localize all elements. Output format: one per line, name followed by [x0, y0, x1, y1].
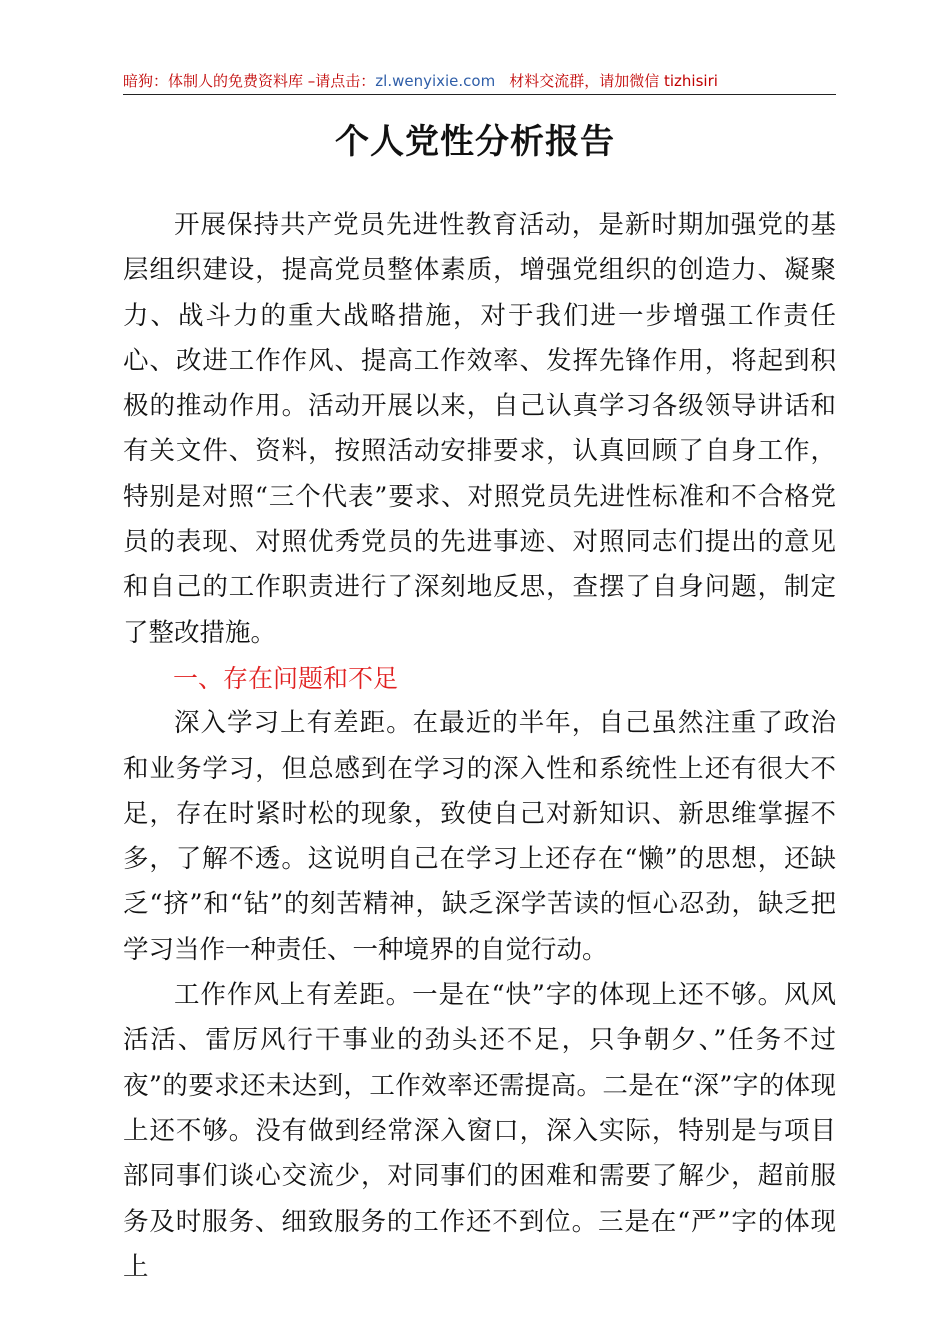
document-body — [123, 203, 836, 1290]
intro-paragraph: 开展保持共产党员先进性教育活动，是新时期加强党的基层组织建设，提高党员整体素质，增强党组织的创造力、凝聚力、战斗力的重大战略措施，对于我们进一步增强工作责任心、改进工作作风、提高工作效率、发挥先锋作用，将起到积极的推动作用。活动开展以来，自己认真学习各级领导讲话和有关文件、资料，按照活动安排要求，认真回顾了自身工作，特别是对照“三个代表”要求、对照党员先进性标准和不合格党员的表现、对照优秀党员的先进事迹、对照同志们提出的意见和自己的工作职责进行了深刻地反思，查摆了自身问题，制定了整改措施。 — [123, 210, 836, 648]
work-style-gap-paragraph: 工作作风上有差距。一是在“快”字的体现上还不够。风风活活、雷厉风行干事业的劲头还不足，只争朝夕、”任务不过夜”的要求还未达到，工作效率还需提高。二是在“深”字的体现上还不够。没有做到经常深入窗口，深入实际，特别是与项目部同事们谈心交流少，对同事们的困难和需要了解少，超前服务及时服务、细致服务的工作还不到位。三是在“严”字的体现上 — [123, 980, 836, 1282]
section-heading-problems: 一、存在问题和不足 — [173, 663, 399, 693]
study-gap-paragraph: 深入学习上有差距。在最近的半年，自己虽然注重了政治和业务学习，但总感到在学习的深入性和系统性上还有很大不足，存在时紧时松的现象，致使自己对新知识、新思维掌握不多，了解不透。这说明自己在学习上还存在“懒”的思想，还缺乏“挤”和“钻”的刻苦精神，缺乏深学苦读的恒心忍劲，缺乏把学习当作一种责任、一种境界的自觉行动。 — [123, 708, 836, 965]
page-header — [123, 68, 836, 95]
document-title: 个人党性分析报告 — [335, 122, 615, 162]
header-wechat-text: 材料交流群，请加微信 tizhisiri — [509, 72, 718, 90]
header-site-link[interactable]: zl.wenyixie.com — [375, 72, 496, 90]
header-prefix-text: 暗狗：体制人的免费资料库 –请点击： — [123, 72, 376, 90]
